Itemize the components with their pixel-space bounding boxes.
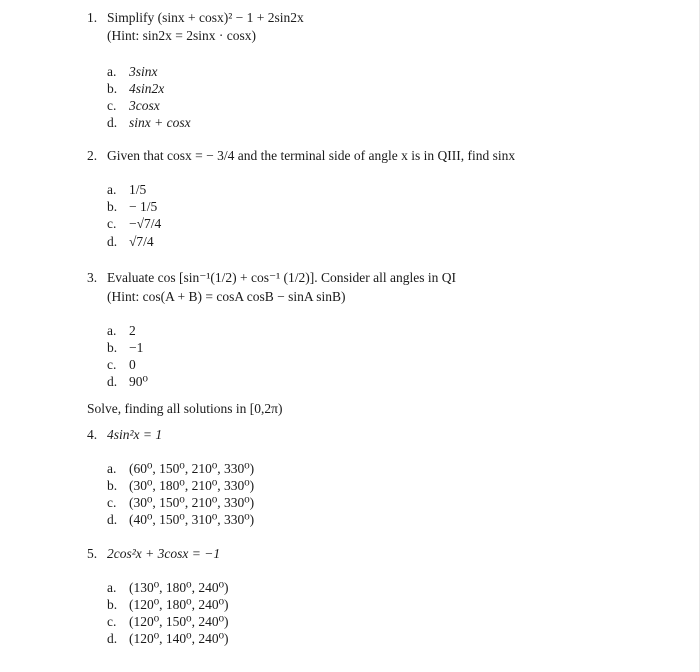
question-1 bbox=[87, 10, 304, 26]
question-prompt: 2cos²x + 3cosx = −1 bbox=[107, 546, 221, 561]
option-4c: c. (30⁰, 150⁰, 210⁰, 330⁰) bbox=[107, 495, 255, 510]
question-3-hint: (Hint: cos(A + B) = cosA cosB − sinA sinB) bbox=[107, 289, 346, 304]
option-3c: c. 0 bbox=[107, 357, 136, 372]
question-number: 5. bbox=[87, 546, 98, 561]
option-1d: d. sinx + cosx bbox=[107, 115, 191, 130]
question-prompt: Simplify (sinx + cosx)² − 1 + 2sin2x bbox=[107, 10, 304, 25]
option-1c: c. 3cosx bbox=[107, 98, 160, 113]
option-3d: d. 90⁰ bbox=[107, 374, 148, 389]
question-4 bbox=[87, 427, 162, 443]
option-5c: c. (120⁰, 150⁰, 240⁰) bbox=[107, 614, 229, 629]
option-4b: b. (30⁰, 180⁰, 210⁰, 330⁰) bbox=[107, 478, 255, 493]
option-2a: a. 1/5 bbox=[107, 182, 147, 197]
option-2b: b. − 1/5 bbox=[107, 199, 158, 214]
question-3 bbox=[87, 270, 456, 286]
question-1-hint: (Hint: sin2x = 2sinx · cosx) bbox=[107, 28, 256, 43]
question-prompt: 4sin²x = 1 bbox=[107, 427, 163, 442]
option-4d: d. (40⁰, 150⁰, 310⁰, 330⁰) bbox=[107, 512, 255, 527]
question-5 bbox=[87, 546, 220, 562]
question-number: 2. bbox=[87, 148, 98, 163]
question-prompt: Given that cosx = − 3/4 and the terminal side of angle x is in QIII, find sinx bbox=[107, 148, 516, 163]
question-number: 4. bbox=[87, 427, 98, 442]
section-heading: Solve, finding all solutions in [0,2π) bbox=[87, 401, 283, 416]
option-3b: b. −1 bbox=[107, 340, 144, 355]
option-5a: a. (130⁰, 180⁰, 240⁰) bbox=[107, 580, 229, 595]
option-2d: d. √7/4 bbox=[107, 234, 154, 249]
option-4a: a. (60⁰, 150⁰, 210⁰, 330⁰) bbox=[107, 461, 255, 476]
question-number: 3. bbox=[87, 270, 98, 285]
option-1b: b. 4sin2x bbox=[107, 81, 165, 96]
question-prompt: Evaluate cos [sin⁻¹(1/2) + cos⁻¹ (1/2)]. Consider all angles in QI bbox=[107, 270, 457, 285]
option-1a: a. 3sinx bbox=[107, 64, 158, 79]
question-2 bbox=[87, 148, 515, 164]
option-2c: c. −√7/4 bbox=[107, 216, 162, 231]
option-5d: d. (120⁰, 140⁰, 240⁰) bbox=[107, 631, 229, 646]
option-5b: b. (120⁰, 180⁰, 240⁰) bbox=[107, 597, 229, 612]
option-3a: a. 2 bbox=[107, 323, 136, 338]
question-number: 1. bbox=[87, 10, 98, 25]
